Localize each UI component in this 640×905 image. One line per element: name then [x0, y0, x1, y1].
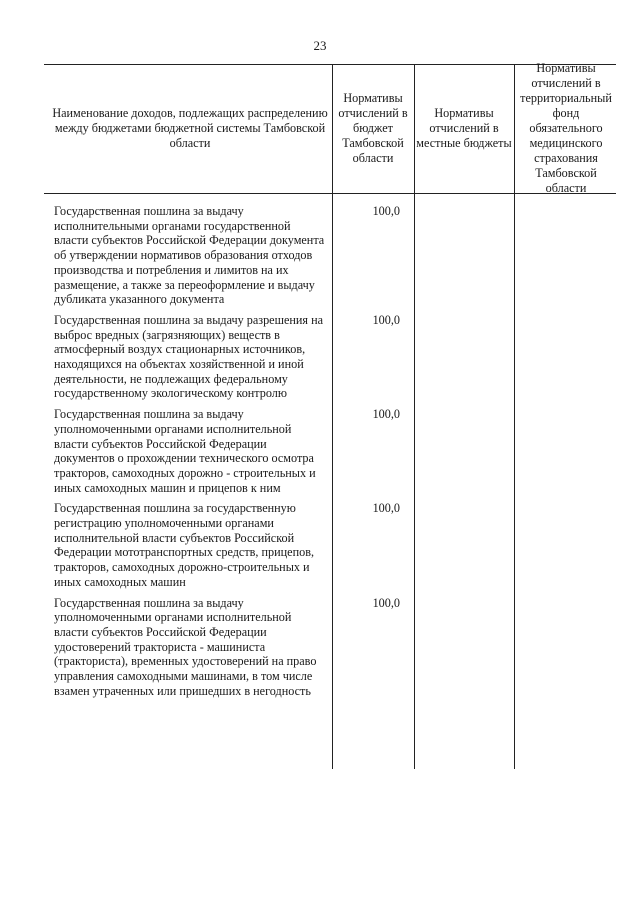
regional-rate: 100,0	[372, 407, 400, 422]
regional-rate: 100,0	[372, 501, 400, 516]
revenue-name: Государственная пошлина за выдачу исполнительными органами государственной власти субъектов Российской Федерации документа об утверждении нормативов образования отходов производства и потребления и лимитов на их размещение, а также за переоформление и выдачу дубликата указанного документа	[54, 204, 325, 307]
page-number: 23	[313, 38, 327, 53]
header-regional-budget-text: Нормативы отчислений в бюджет Тамбовской области	[338, 91, 408, 165]
header-medical-insurance-fund	[516, 61, 616, 195]
header-regional-budget	[334, 64, 412, 193]
header-local-budgets	[416, 64, 512, 193]
table-row	[44, 204, 616, 307]
regional-rate: 100,0	[372, 595, 400, 610]
revenue-name: Государственная пошлина за выдачу уполномоченными органами исполнительной власти субъектов Российской Федерации удостоверений тракториста - машиниста (тракториста), временных удостоверений на право управления самоходными машинами, в том числе взамен утраченных или пришедших в негодность	[54, 595, 317, 698]
table-row	[44, 596, 616, 699]
table-row	[44, 407, 616, 495]
regional-rate: 100,0	[372, 204, 400, 218]
revenue-name: Государственная пошлина за выдачу разрешения на выброс вредных (загрязняющих) веществ в атмосферный воздух стационарных источников, находящихся на объектах хозяйственной и иной деятельности, не подлежащих федеральному государственному экологическому контролю	[54, 312, 324, 401]
table-body	[44, 204, 616, 705]
table-row	[44, 501, 616, 589]
header-local-budgets-text: Нормативы отчислений в местные бюджеты	[416, 106, 512, 150]
header-medical-insurance-fund-text: Нормативы отчислений в территориальный фонд обязательного медицинского страхования Тамбовской области	[520, 61, 612, 195]
table-row	[44, 313, 616, 401]
revenue-name: Государственная пошлина за выдачу уполномоченными органами исполнительной власти субъектов Российской Федерации документов о прохождении технического осмотра тракторов, самоходных дорожно - строительных и иных самоходных машин и прицепов к ним	[54, 407, 316, 495]
header-revenue-name-text: Наименование доходов, подлежащих распределению между бюджетами бюджетной системы Тамбовской области	[52, 106, 328, 150]
revenue-name: Государственная пошлина за государственную регистрацию уполномоченными органами исполнительной власти субъектов Российской Федерации мототранспортных средств, прицепов, тракторов, самоходных дорожно-строительных и иных самоходных машин	[54, 501, 315, 589]
regional-rate: 100,0	[372, 312, 400, 327]
header-revenue-name	[52, 64, 328, 193]
